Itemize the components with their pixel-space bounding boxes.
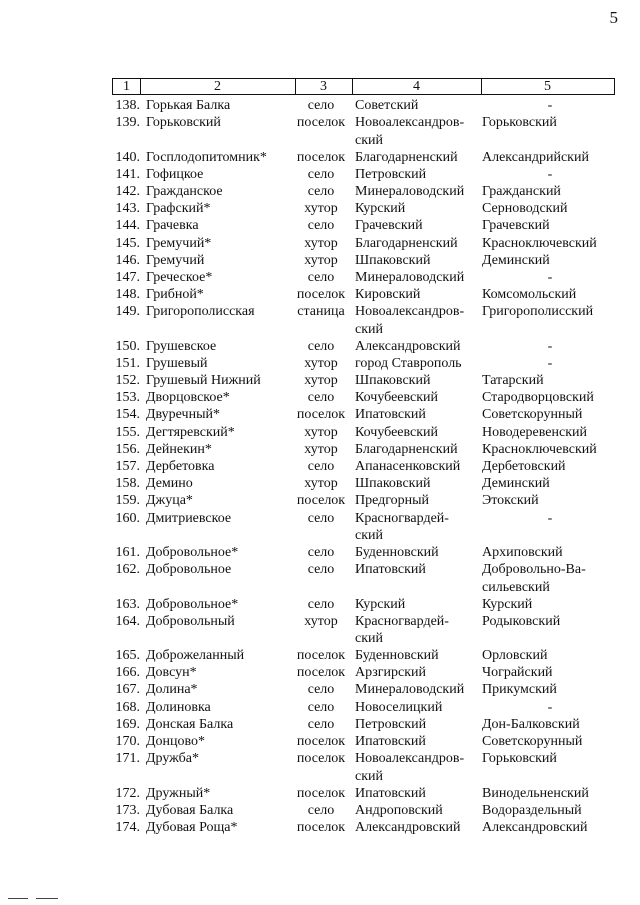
council-name: Александровский xyxy=(482,819,588,835)
settlement-name: Дворцовское* xyxy=(146,390,230,406)
settlement-name: Горькая Балка xyxy=(146,98,231,113)
table-row xyxy=(0,372,640,389)
table-row xyxy=(0,424,640,441)
settlement-type: хутор xyxy=(304,355,338,371)
district-name: Благодарненский xyxy=(355,441,458,457)
settlement-name: Дубовая Балка xyxy=(146,802,234,818)
district-name: Петровский xyxy=(355,716,427,732)
settlement-type: хутор xyxy=(304,613,338,629)
page-number: 5 xyxy=(609,8,618,27)
row-number: 172. xyxy=(115,785,140,801)
settlement-name: Грушевый Нижний xyxy=(146,373,261,389)
settlement-type: хутор xyxy=(304,373,338,389)
council-name: Александрийский xyxy=(482,149,589,165)
council-name: - xyxy=(547,510,553,526)
district-name: Шпаковский xyxy=(355,252,431,268)
district-name: Кировский xyxy=(355,287,421,303)
council-name: Советскорунный xyxy=(482,734,583,750)
row-number: 154. xyxy=(115,407,140,423)
table-row xyxy=(0,750,640,784)
council-name: Горьковский xyxy=(482,115,557,131)
row-number: 173. xyxy=(115,802,140,818)
row-number: 148. xyxy=(115,287,140,303)
row-number: 160. xyxy=(115,510,140,526)
settlement-type: хутор xyxy=(304,201,338,217)
settlement-type: село xyxy=(307,269,335,285)
footer-mark xyxy=(8,898,28,899)
header-col-3: 3 xyxy=(295,79,353,94)
row-number: 165. xyxy=(115,648,140,664)
settlement-type: поселок xyxy=(296,287,346,303)
row-number: 139. xyxy=(115,115,140,131)
table-row xyxy=(0,802,640,819)
settlement-type: хутор xyxy=(304,476,338,492)
settlement-name: Греческое* xyxy=(146,269,213,285)
council-name: Советскорунный xyxy=(482,407,583,423)
district-name: город Ставрополь xyxy=(355,355,462,371)
district-name: Апанасенковский xyxy=(355,458,461,474)
table-row xyxy=(0,286,640,303)
settlement-type: село xyxy=(307,544,335,560)
header-col-1: 1 xyxy=(113,79,141,94)
settlement-type: хутор xyxy=(304,441,338,457)
settlement-name: Долиновка xyxy=(146,699,211,715)
row-number: 145. xyxy=(115,235,140,251)
settlement-name: Дубовая Роща* xyxy=(146,819,238,835)
council-name: Григорополисский xyxy=(482,304,594,320)
district-name: Красногвардей- ский xyxy=(355,613,449,647)
settlement-name: Госплодопитомник* xyxy=(146,149,267,165)
row-number: 144. xyxy=(115,218,140,234)
row-number: 157. xyxy=(115,458,140,474)
district-name: Курский xyxy=(355,201,406,217)
council-name: - xyxy=(547,166,553,182)
settlement-name: Добровольный xyxy=(146,613,235,629)
table-row xyxy=(0,664,640,681)
council-name: Дон-Балковский xyxy=(482,716,580,732)
row-number: 159. xyxy=(115,493,140,509)
row-number: 138. xyxy=(115,98,140,113)
council-name: - xyxy=(547,98,553,113)
settlement-type: село xyxy=(307,802,335,818)
table-row xyxy=(0,492,640,509)
row-number: 174. xyxy=(115,819,140,835)
settlement-type: село xyxy=(307,458,335,474)
settlement-type: поселок xyxy=(296,751,346,767)
council-name: Новодеревенский xyxy=(482,424,588,440)
district-name: Ипатовский xyxy=(355,734,426,750)
row-number: 164. xyxy=(115,613,140,629)
district-name: Предгорный xyxy=(355,493,430,509)
table-row xyxy=(0,183,640,200)
settlement-name: Графский* xyxy=(146,201,211,217)
row-number: 170. xyxy=(115,734,140,750)
settlement-type: село xyxy=(307,218,335,234)
settlement-name: Грачевка xyxy=(146,218,199,234)
council-name: Дербетовский xyxy=(482,458,566,474)
settlement-name: Добровольное xyxy=(146,562,232,578)
district-name: Новоалександров- ский xyxy=(355,751,465,784)
district-name: Александровский xyxy=(355,819,461,835)
table-row xyxy=(0,613,640,647)
table-row xyxy=(0,406,640,423)
district-name: Шпаковский xyxy=(355,476,431,492)
row-number: 171. xyxy=(115,751,140,767)
row-number: 147. xyxy=(115,269,140,285)
district-name: Советский xyxy=(355,98,419,113)
settlement-name: Добровольное* xyxy=(146,596,239,612)
row-number: 149. xyxy=(115,304,140,320)
district-name: Новоалександров- ский xyxy=(355,115,465,148)
settlement-name: Григорополисская xyxy=(146,304,255,320)
table-row xyxy=(0,681,640,698)
council-name: Водораздельный xyxy=(482,802,582,818)
table-row xyxy=(0,97,640,114)
council-name: - xyxy=(547,338,553,354)
council-name: Стародворцовский xyxy=(482,390,594,406)
district-name: Минераловодский xyxy=(355,682,465,698)
settlement-name: Дейнекин* xyxy=(146,441,212,457)
table-row xyxy=(0,716,640,733)
table-row xyxy=(0,114,640,148)
table-row xyxy=(0,647,640,664)
district-name: Благодарненский xyxy=(355,149,458,165)
council-name: Красноключевский xyxy=(482,235,597,251)
settlement-name: Добровольное* xyxy=(146,544,239,560)
row-number: 151. xyxy=(115,355,140,371)
table-row xyxy=(0,441,640,458)
header-col-4: 4 xyxy=(352,79,482,94)
row-number: 156. xyxy=(115,441,140,457)
settlement-type: поселок xyxy=(296,734,346,750)
settlement-type: село xyxy=(307,562,335,578)
table-row xyxy=(0,389,640,406)
settlement-type: село xyxy=(307,183,335,199)
district-name: Ипатовский xyxy=(355,407,426,423)
table-row xyxy=(0,475,640,492)
settlement-name: Долина* xyxy=(146,682,198,698)
settlement-name: Джуца* xyxy=(146,493,193,509)
settlement-type: хутор xyxy=(304,424,338,440)
row-number: 141. xyxy=(115,166,140,182)
council-name: Архиповский xyxy=(482,544,563,560)
council-name: Добровольно-Ва- сильевский xyxy=(482,562,586,595)
settlement-name: Горьковский xyxy=(146,115,221,131)
table-row xyxy=(0,149,640,166)
district-name: Благодарненский xyxy=(355,235,458,251)
settlement-type: поселок xyxy=(296,648,346,664)
settlement-type: поселок xyxy=(296,493,346,509)
settlement-type: село xyxy=(307,338,335,354)
row-number: 166. xyxy=(115,665,140,681)
council-name: Грачевский xyxy=(482,218,550,234)
row-number: 150. xyxy=(115,338,140,354)
table-row xyxy=(0,510,640,544)
district-name: Новоалександров- ский xyxy=(355,304,465,337)
council-name: Красноключевский xyxy=(482,441,597,457)
district-name: Минераловодский xyxy=(355,269,465,285)
row-number: 155. xyxy=(115,424,140,440)
settlement-name: Грибной* xyxy=(146,287,204,303)
table-row xyxy=(0,596,640,613)
table-row xyxy=(0,544,640,561)
settlement-name: Дружный* xyxy=(146,785,211,801)
table-row xyxy=(0,355,640,372)
row-number: 161. xyxy=(115,544,140,560)
settlement-name: Двуречный* xyxy=(146,407,220,423)
district-name: Шпаковский xyxy=(355,373,431,389)
council-name: Курский xyxy=(482,596,533,612)
row-number: 168. xyxy=(115,699,140,715)
settlement-type: поселок xyxy=(296,785,346,801)
table-row xyxy=(0,303,640,337)
settlement-type: поселок xyxy=(296,407,346,423)
settlement-type: село xyxy=(307,699,335,715)
settlement-name: Демино xyxy=(146,476,193,492)
settlement-name: Дербетовка xyxy=(146,458,215,474)
district-name: Курский xyxy=(355,596,406,612)
council-name: Чограйский xyxy=(482,665,553,681)
settlement-name: Дружба* xyxy=(146,751,200,767)
row-number: 142. xyxy=(115,183,140,199)
row-number: 146. xyxy=(115,252,140,268)
council-name: - xyxy=(547,699,553,715)
settlement-type: село xyxy=(307,716,335,732)
district-name: Петровский xyxy=(355,166,427,182)
table-row xyxy=(0,217,640,234)
settlement-name: Грушевый xyxy=(146,355,208,371)
footer-mark xyxy=(36,898,58,899)
settlement-name: Гражданское xyxy=(146,183,223,199)
table-row xyxy=(0,699,640,716)
settlement-type: село xyxy=(307,596,335,612)
row-number: 143. xyxy=(115,201,140,217)
district-name: Ипатовский xyxy=(355,785,426,801)
district-name: Арзгирский xyxy=(355,665,427,681)
council-name: Деминский xyxy=(482,252,550,268)
table-row xyxy=(0,338,640,355)
council-name: - xyxy=(547,355,553,371)
settlement-type: село xyxy=(307,98,335,113)
council-name: Винодельненский xyxy=(482,785,589,801)
council-name: Родыковский xyxy=(482,613,561,629)
table-row xyxy=(0,458,640,475)
settlement-type: поселок xyxy=(296,149,346,165)
table-body xyxy=(0,97,640,836)
council-name: - xyxy=(547,269,553,285)
table-header xyxy=(112,78,615,95)
settlement-type: село xyxy=(307,390,335,406)
settlement-name: Довсун* xyxy=(146,665,197,681)
council-name: Прикумский xyxy=(482,682,557,698)
council-name: Татарский xyxy=(482,373,544,389)
settlement-name: Грушевское xyxy=(146,338,217,354)
table-row xyxy=(0,785,640,802)
settlement-type: село xyxy=(307,682,335,698)
settlement-type: хутор xyxy=(304,252,338,268)
council-name: Этокский xyxy=(482,493,539,509)
table-row xyxy=(0,235,640,252)
settlement-name: Дмитриевское xyxy=(146,510,232,526)
table-row xyxy=(0,733,640,750)
settlement-type: поселок xyxy=(296,819,346,835)
row-number: 163. xyxy=(115,596,140,612)
settlement-type: село xyxy=(307,166,335,182)
row-number: 153. xyxy=(115,390,140,406)
district-name: Красногвардей- ский xyxy=(355,510,449,544)
settlement-name: Доброжеланный xyxy=(146,648,245,664)
district-name: Кочубеевский xyxy=(355,424,439,440)
district-name: Андроповский xyxy=(355,802,443,818)
table-row xyxy=(0,819,640,836)
district-name: Грачевский xyxy=(355,218,423,234)
settlement-name: Дегтяревский* xyxy=(146,424,235,440)
header-col-2: 2 xyxy=(140,79,296,94)
row-number: 162. xyxy=(115,562,140,578)
table-row xyxy=(0,200,640,217)
district-name: Кочубеевский xyxy=(355,390,439,406)
settlement-type: поселок xyxy=(296,665,346,681)
council-name: Комсомольский xyxy=(482,287,577,303)
settlement-type: поселок xyxy=(296,115,346,131)
settlement-type: хутор xyxy=(304,235,338,251)
district-name: Буденновский xyxy=(355,648,439,664)
settlement-name: Гремучий xyxy=(146,252,205,268)
table-row xyxy=(0,166,640,183)
table-row xyxy=(0,252,640,269)
settlement-type: село xyxy=(307,510,335,526)
settlement-type: станица xyxy=(297,304,345,320)
settlement-name: Гремучий* xyxy=(146,235,212,251)
district-name: Александровский xyxy=(355,338,461,354)
settlement-name: Донцово* xyxy=(146,734,206,750)
district-name: Буденновский xyxy=(355,544,439,560)
settlement-name: Донская Балка xyxy=(146,716,234,732)
row-number: 140. xyxy=(115,149,140,165)
table-row xyxy=(0,269,640,286)
row-number: 169. xyxy=(115,716,140,732)
council-name: Деминский xyxy=(482,476,550,492)
row-number: 167. xyxy=(115,682,140,698)
council-name: Серноводский xyxy=(482,201,568,217)
council-name: Горьковский xyxy=(482,751,557,767)
district-name: Ипатовский xyxy=(355,562,426,578)
district-name: Новоселицкий xyxy=(355,699,443,715)
council-name: Орловский xyxy=(482,648,548,664)
settlement-name: Гофицкое xyxy=(146,166,204,182)
row-number: 158. xyxy=(115,476,140,492)
header-col-5: 5 xyxy=(544,79,551,94)
table-row xyxy=(0,561,640,595)
council-name: Гражданский xyxy=(482,183,561,199)
row-number: 152. xyxy=(115,373,140,389)
district-name: Минераловодский xyxy=(355,183,465,199)
